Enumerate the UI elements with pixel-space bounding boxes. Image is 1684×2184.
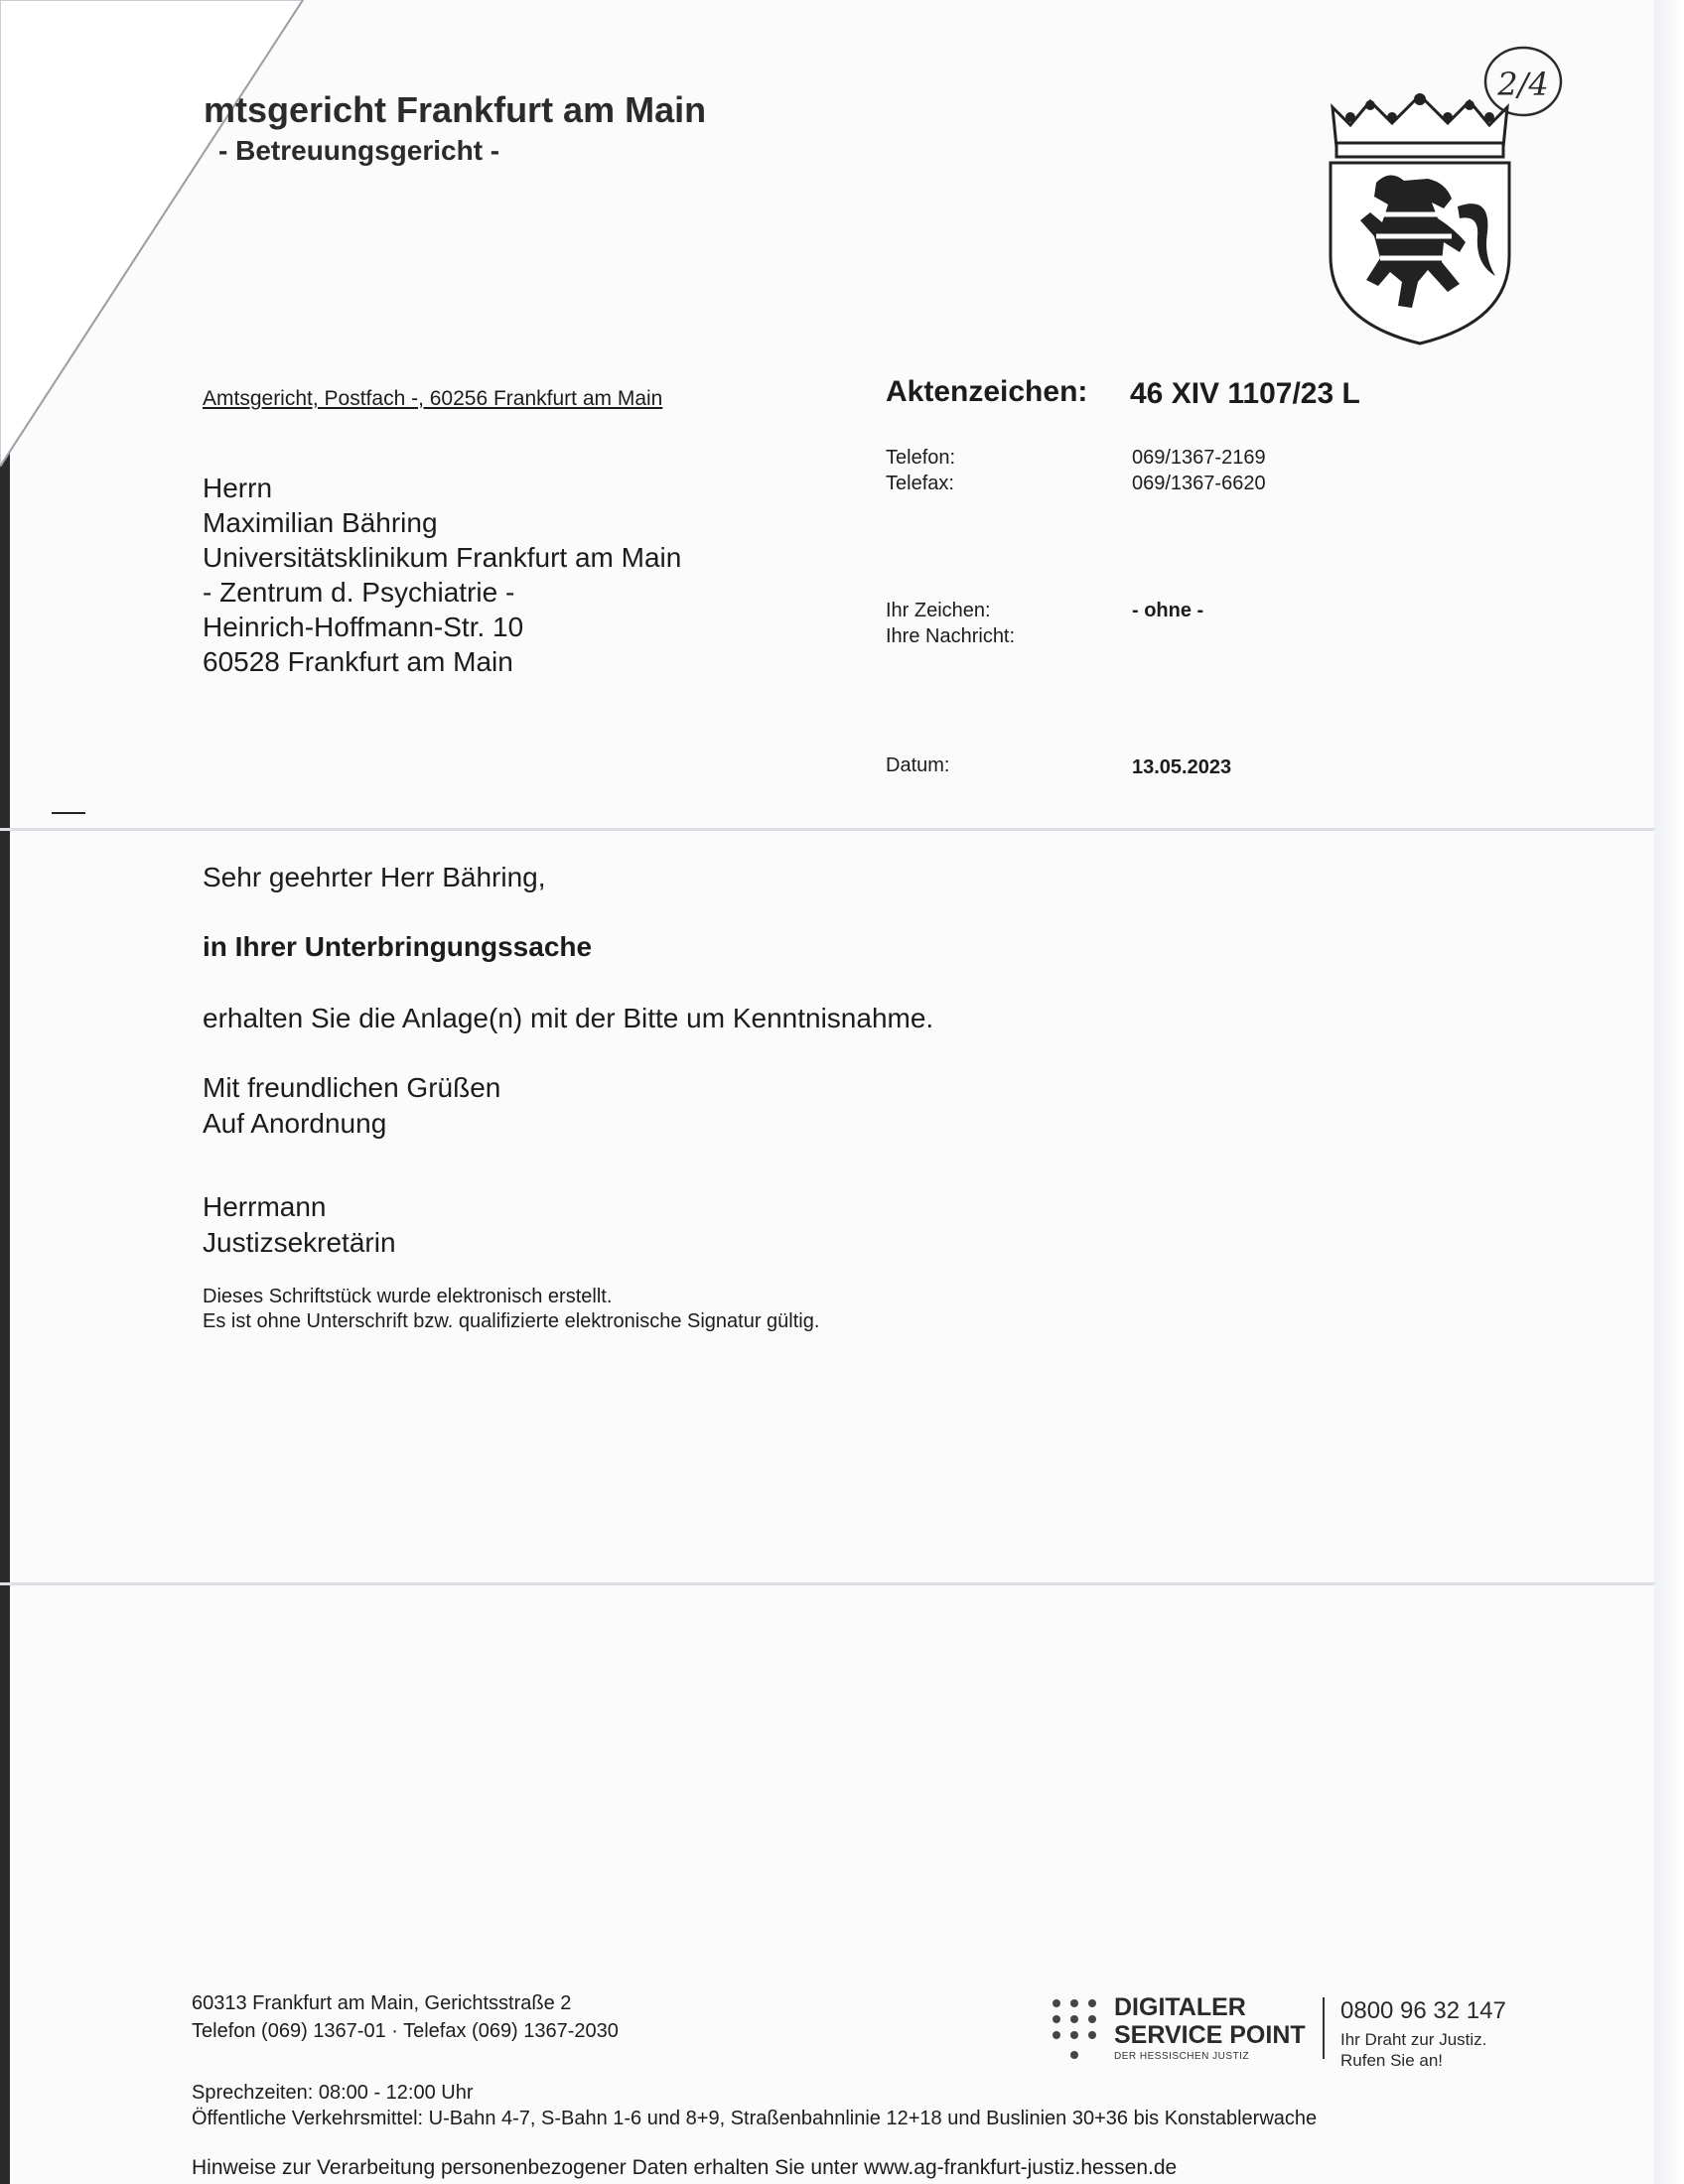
electronic-notice [203, 1285, 819, 1334]
court-name: mtsgericht Frankfurt am Main [204, 89, 707, 130]
page-mark-text: 2/4 [1497, 66, 1549, 103]
paper-fold [0, 1582, 1654, 1585]
public-transport: Öffentliche Verkehrsmittel: U-Bahn 4-7, S-Bahn 1-6 und 8+9, Straßenbahnlinie 12+18 und Buslinien 30+36 bis Konstablerwache [192, 2108, 1318, 2129]
page-edge [1654, 0, 1684, 2184]
service-point-subtitle: DER HESSISCHEN JUSTIZ [1114, 2051, 1250, 2062]
aktenzeichen-value: 46 XIV 1107/23 L [1130, 377, 1360, 410]
recipient-line: Universitätsklinikum Frankfurt am Main [203, 542, 682, 573]
divider [1323, 1997, 1325, 2059]
service-title-line: DIGITALER [1114, 1993, 1246, 2021]
return-address: Amtsgericht, Postfach -, 60256 Frankfurt am Main [203, 387, 663, 410]
service-point-dots-icon [1051, 1997, 1100, 2067]
ihr-zeichen-value: - ohne - [1132, 600, 1204, 621]
recipient-line: Herrn [203, 473, 273, 503]
notice-line: Es ist ohne Unterschrift bzw. qualifizierte elektronische Signatur gültig. [203, 1310, 820, 1332]
footer-address [192, 1989, 619, 2045]
datum-value: 13.05.2023 [1132, 756, 1232, 778]
service-tagline [1340, 2029, 1486, 2071]
telefon-label: Telefon: [886, 447, 956, 469]
datum-label: Datum: [886, 754, 950, 776]
telefax-label: Telefax: [886, 473, 954, 494]
service-phone: 0800 96 32 147 [1340, 1997, 1506, 2024]
signer-title: Justizsekretärin [203, 1227, 396, 1258]
footer-phone: Telefon (069) 1367-01 · Telefax (069) 1367-2030 [192, 2020, 619, 2042]
hessen-coat-of-arms-icon [1321, 87, 1519, 347]
recipient-line: Maximilian Bähring [203, 507, 438, 538]
service-point-title [1114, 1993, 1306, 2049]
recipient-line: - Zentrum d. Psychiatrie - [203, 577, 515, 608]
recipient-address [203, 471, 681, 679]
notice-line: Dieses Schriftstück wurde elektronisch erstellt. [203, 1286, 613, 1307]
digital-service-point [1051, 1993, 1547, 2070]
aktenzeichen-label: Aktenzeichen: [886, 375, 1088, 408]
closing-line: Mit freundlichen Grüßen [203, 1072, 501, 1103]
letter-subject: in Ihrer Unterbringungssache [203, 931, 593, 962]
service-title-line: SERVICE POINT [1114, 2021, 1306, 2049]
tagline-line: Rufen Sie an! [1340, 2051, 1444, 2070]
court-division: - Betreuungsgericht - [218, 135, 500, 166]
closing [203, 1070, 500, 1142]
letter-body: erhalten Sie die Anlage(n) mit der Bitte um Kenntnisnahme. [203, 1003, 934, 1033]
handwritten-page-mark [1481, 40, 1565, 123]
footer-hours [192, 2080, 1317, 2131]
ihre-nachricht-label: Ihre Nachricht: [886, 625, 1016, 647]
ihr-zeichen-label: Ihr Zeichen: [886, 600, 991, 621]
fold-mark [52, 812, 85, 814]
telefon-value: 069/1367-2169 [1132, 447, 1266, 469]
salutation: Sehr geehrter Herr Bähring, [203, 862, 546, 892]
paper-fold [0, 828, 1654, 831]
recipient-line: 60528 Frankfurt am Main [203, 646, 513, 677]
office-hours: Sprechzeiten: 08:00 - 12:00 Uhr [192, 2082, 474, 2104]
telefax-value: 069/1367-6620 [1132, 473, 1266, 494]
recipient-line: Heinrich-Hoffmann-Str. 10 [203, 612, 524, 642]
footer-street: 60313 Frankfurt am Main, Gerichtsstraße 2 [192, 1992, 572, 2014]
signer [203, 1189, 396, 1261]
tagline-line: Ihr Draht zur Justiz. [1340, 2030, 1487, 2049]
privacy-notice: Hinweise zur Verarbeitung personenbezogener Daten erhalten Sie unter www.ag-frankfurt-justiz.hessen.de [192, 2156, 1178, 2179]
closing-line: Auf Anordnung [203, 1108, 387, 1139]
signer-name: Herrmann [203, 1191, 327, 1222]
